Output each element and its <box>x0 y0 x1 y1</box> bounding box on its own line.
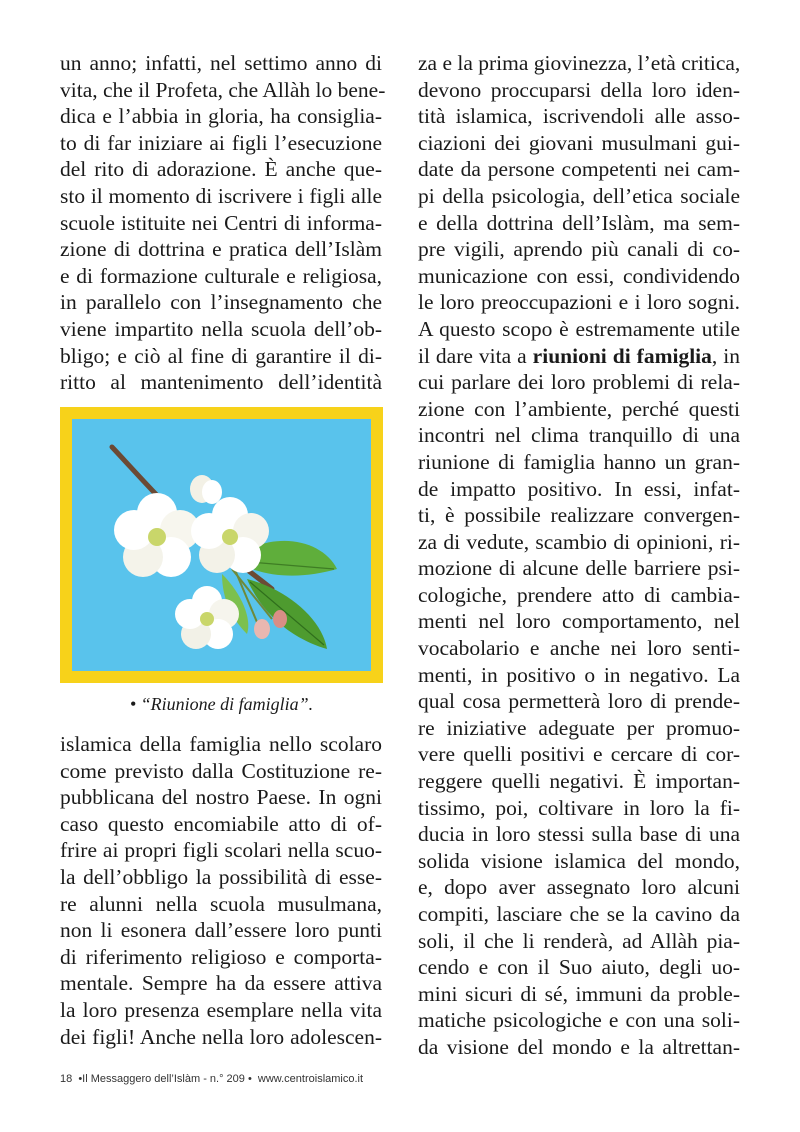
text-line: la loro presenza esemplare nella vita <box>60 997 382 1022</box>
text-line: cendo e con il Suo aiuto, degli uo- <box>418 955 740 980</box>
text-line: caso questo encomiabile atto di of- <box>60 811 382 836</box>
cherry-blossom-illustration <box>72 419 371 671</box>
text-line: vere quelli positivi e cercare di cor- <box>418 742 740 767</box>
text-line: del rito di adorazione. È anche que- <box>60 157 382 182</box>
right-column-after-bold <box>418 369 740 1060</box>
text-line: mini sicuri di sé, immuni da proble- <box>418 981 740 1006</box>
magazine-name: •Il Messaggero dell’Islàm - n.° 209 • <box>78 1073 252 1085</box>
text-line: soli, il che li renderà, ad Allàh pia- <box>418 928 740 953</box>
family-gathering-image <box>60 407 383 683</box>
bold-line-pre: il dare vita a <box>418 343 533 368</box>
right-column-before-bold <box>418 50 740 343</box>
text-line: pi della psicologia, dell’etica sociale <box>418 183 740 208</box>
text-line: viene impartito nella scuola dell’ob- <box>60 316 382 341</box>
text-line: le loro preoccupazioni e i loro sogni. <box>418 290 740 315</box>
text-line: menti, in positivo o in negativo. La <box>418 662 740 687</box>
text-line: matiche psicologiche e con una soli- <box>418 1008 740 1033</box>
text-line: bligo; e ciò al fine di garantire il di- <box>60 343 382 368</box>
text-line: ducia in loro stessi sulla base di una <box>418 822 740 847</box>
text-line: sto il momento di iscrivere i figli alle <box>60 183 382 208</box>
text-line: scuole istituite nei Centri di informa- <box>60 210 382 235</box>
bold-phrase: riunioni di famiglia <box>532 343 712 368</box>
left-column-bottom <box>60 731 382 1050</box>
right-column <box>418 50 740 1061</box>
text-line: re alunni nella scuola musulmana, <box>60 891 382 916</box>
text-line: date da persone competenti nei cam- <box>418 157 740 182</box>
text-line: menti nel loro comportamento, nel <box>418 609 740 634</box>
text-line: non li esonera dall’essere loro punti <box>60 918 382 943</box>
text-line: islamica della famiglia nello scolaro <box>60 732 382 756</box>
text-line: za di vedute, scambio di opinioni, ri- <box>418 529 740 554</box>
text-line: de impatto positivo. In essi, infat- <box>418 476 740 501</box>
text-line: la dell’obbligo la possibilità di esse- <box>60 864 382 889</box>
text-line: e, dopo aver assegnato loro alcuni <box>418 875 740 900</box>
text-line: tità islamica, iscrivendoli alle asso- <box>418 104 740 129</box>
text-line: zione con l’ambiente, perché questi <box>418 396 740 421</box>
left-column-top <box>60 50 386 396</box>
text-line: e della dottrina dell’Islàm, ma sem- <box>418 210 740 235</box>
text-line: ritto al mantenimento dell’identità <box>60 370 382 395</box>
text-line: A questo scopo è estremamente utile <box>418 316 740 341</box>
text-line: re iniziative adeguate per promuo- <box>418 715 740 740</box>
text-line: to di far iniziare ai figli l’esecuzione <box>60 130 382 155</box>
text-line-bold <box>418 343 740 370</box>
text-line: qual cosa permetterà loro di prende- <box>418 689 740 714</box>
caption-text: “Riunione di famiglia”. <box>140 694 314 714</box>
text-line: tissimo, poi, coltivare in loro la fi- <box>418 795 740 820</box>
text-line: frire ai propri figli scolari nella scuo- <box>60 838 382 863</box>
text-line: pre vigili, aprendo più canali di co- <box>418 237 740 262</box>
text-line: devono proccuparsi della loro iden- <box>418 77 740 102</box>
text-line: pubblicana del nostro Paese. In ogni <box>60 785 382 810</box>
website-url: www.centroislamico.it <box>257 1073 364 1085</box>
text-line: riunione di famiglia hanno un gran- <box>418 449 740 474</box>
text-line: za e la prima giovinezza, l’età critica, <box>418 51 741 75</box>
text-line: vocabolario e anche nei loro senti- <box>418 636 740 661</box>
text-line: incontri nel clima tranquillo di una <box>418 423 740 448</box>
text-line: in parallelo con l’insegnamento che <box>60 290 382 315</box>
text-line: di riferimento religioso e comporta- <box>60 944 382 969</box>
text-line: cui parlare dei loro problemi di rela- <box>418 370 740 395</box>
text-line: mozione di alcune delle barriere psi- <box>418 556 740 581</box>
text-line: compiti, lasciare che se la cavino da <box>418 902 740 926</box>
text-line: cologiche, prendere atto di cambia- <box>418 582 740 607</box>
text-line: e di formazione culturale e religiosa, <box>60 263 382 288</box>
text-line: municazione con essi, condividendo <box>418 263 740 288</box>
text-line: un anno; infatti, nel settimo anno di <box>60 51 382 75</box>
text-line: mentale. Sempre ha da essere attiva <box>60 971 382 996</box>
text-line: ti, è possibile realizzare convergen- <box>418 503 740 528</box>
text-line: dei figli! Anche nella loro adolescen- <box>60 1024 382 1049</box>
figure-caption <box>60 694 383 715</box>
caption-bullet: • <box>129 694 137 714</box>
text-line: zione di dottrina e pratica dell’Islàm <box>60 237 382 262</box>
page-number: 18 <box>60 1073 73 1085</box>
page-footer <box>60 1073 366 1085</box>
text-line: ciazioni dei giovani musulmani gui- <box>418 130 740 155</box>
text-line: da visione del mondo e la altrettan- <box>418 1034 740 1059</box>
bold-line-post: , in <box>711 343 740 368</box>
text-line: dica e l’abbia in gloria, ha consiglia- <box>60 104 382 129</box>
text-line: solida visione islamica del mondo, <box>418 848 740 873</box>
image-sky-background <box>72 419 371 671</box>
text-line: come previsto dalla Costituzione re- <box>60 758 382 783</box>
text-line: vita, che il Profeta, che Allàh lo bene- <box>60 77 386 102</box>
text-line: reggere quelli negativi. È importan- <box>418 769 740 794</box>
